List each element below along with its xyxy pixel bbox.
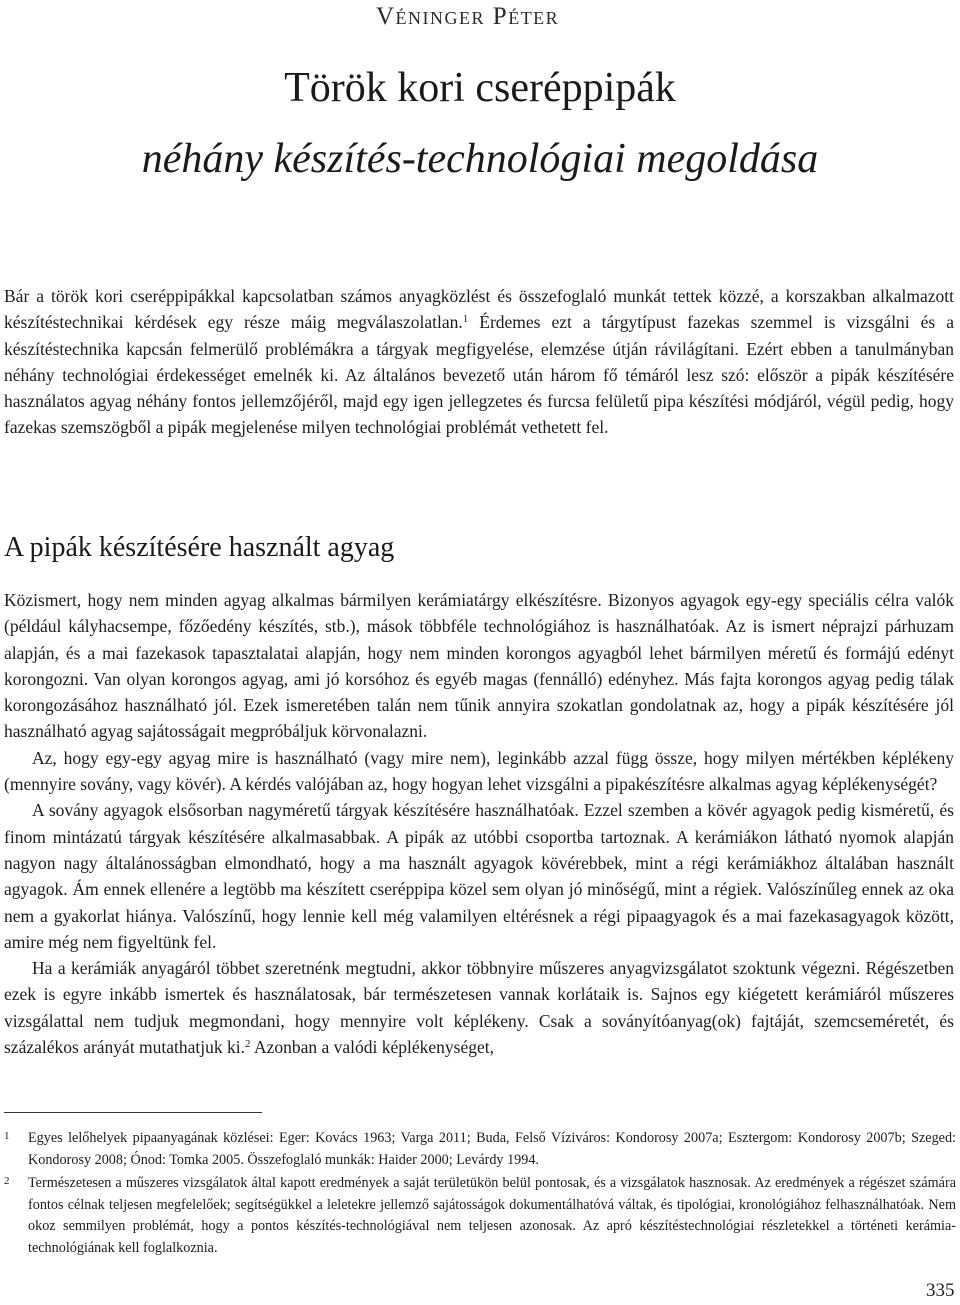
intro-paragraph: [4, 283, 954, 441]
footnote-2: [4, 1173, 956, 1259]
section-paragraph-1: Közismert, hogy nem minden agyag alkalmas bármilyen kerámiatárgy elkészítésre. Bizonyos agyagok egy-egy speciális célra valók (például kályhacsempe, főzőedény készítés, stb.), mások többféle technológiához is használhatóak. Az is ismert néprajzi párhuzam alapján, és a mai fazekasok tapasztalatai alapján, hogy nem minden korongos agyagból lehet bármilyen méretű és formájú edényt korongozni. Van olyan korongos agyag, ami jó korsóhoz és egyéb magas (fennálló) edényhez. Más fajta korongos agyag pedig tálak korongozásához használható jól. Ezek ismeretében talán nem tűnik annyira szokatlan gondolatnak az, hogy a pipák készítésére jól használható agyag sajátosságait megpróbáljuk körvonalazni.: [4, 590, 954, 742]
section-paragraph-4-part-1: Ha a kerámiák anyagáról többet szeretnénk megtudni, akkor többnyire műszeres anyagvizsgálatot szoktunk végezni. Régészetben ezek is egyre inkább ismertek és használatosak, bár természetesen vannak korlátaik is. Sajnos egy kiégetett kerámiáról műszeres vizsgálattal nem tudjuk megmondani, hogy mennyire volt képlékeny. Csak a soványítóanyag(ok) fajtáját, szemcseméretét, és százalékos arányát mutathatjuk ki.: [4, 958, 954, 1058]
footnote-divider: [4, 1112, 262, 1113]
footnote-2-number: 2: [4, 1175, 10, 1187]
footnote-ref-1[interactable]: 1: [462, 313, 469, 326]
footnote-1: [4, 1128, 956, 1171]
footnote-1-number: 1: [4, 1130, 10, 1142]
footnote-1-text: Egyes lelőhelyek pipaanyagának közlései: Eger: Kovács 1963; Varga 2011; Buda, Felső Víziváros: Kondorosy 2007a; Esztergom: Kondorosy 2007b; Szeged: Kondorosy 2008; Ónod: Tomka 2005. Összefoglaló munkák: Haider 2000; Levárdy 1994.: [28, 1130, 956, 1168]
page-number: 335: [926, 1280, 955, 1301]
section-body: [4, 587, 954, 1060]
article-title-line-1: Török kori cseréppipák: [284, 65, 676, 111]
section-paragraph-4: [4, 955, 954, 1060]
intro-text-part-1: Bár a török kori cseréppipákkal kapcsolatban számos anyagközlést és összefoglaló munkát tettek közzé, a korszakban alkalmazott készítéstechnikai kérdések egy része máig megválaszolatlan.: [4, 286, 954, 333]
section-heading: A pipák készítésére használt agyag: [4, 532, 395, 563]
section-paragraph-2: Az, hogy egy-egy agyag mire is használható (vagy mire nem), leginkább azzal függ össze, hogy milyen mértékben képlékeny (mennyire sovány, vagy kövér). A kérdés valójában az, hogy hogyan lehet vizsgálni a pipakészítésre alkalmas agyag képlékenységét?: [4, 747, 954, 795]
footnote-ref-2[interactable]: 2: [245, 1038, 251, 1051]
intro-text-part-2: Érdemes ezt a tárgytípust fazekas szemmel is vizsgálni és a készítéstechnika kapcsán felmerülő problémákra a tárgyak megfigyelése, elemzése útján rávilágítani. Ezért ebben a tanulmányban néhány technológiai érdekességet emelnék ki. Az általános bevezető után három fő témáról lesz szó: először a pipák készítésére használatos agyag néhány fontos jellemzőjéről, majd egy igen jellegzetes és furcsa felületű pipa készítési módjáról, végül pedig, hogy fazekas szemszögből a pipák megjelenése milyen technológiai problémát vethetett fel.: [4, 312, 955, 438]
section-paragraph-4-part-2: Azonban a valódi képlékenységet,: [250, 1037, 494, 1058]
section-paragraph-3: A sovány agyagok elsősorban nagyméretű tárgyak készítésére használhatóak. Ezzel szemben a kövér agyagok pedig kisméretű, és finom mintázatú tárgyak készítésére alkalmasabbak. A pipák az utóbbi csoportba tartoznak. A kerámiákon látható nyomok alapján nagyon nagy általánosságban elmondható, hogy a ma használt agyagok kövérebbek, mint a régi kerámiákhoz általában használt agyagok. Ám ennek ellenére a legtöbb ma készített cseréppipa közel sem olyan jó minőségű, mint a régiek. Valószínűleg ennek az oka nem a gyakorlat hiánya. Valószínű, hogy lennie kell még valamilyen eltérésnek a régi pipaagyagok és a mai fazekasagyagok között, amire még nem figyeltünk fel.: [4, 800, 954, 952]
footnote-2-text: Természetesen a műszeres vizsgálatok által kapott eredmények a saját területükön belül pontosak, és a vizsgálatok hasznosak. Az eredmények a régészet számára fontos célnak teljesen megfelelőek; segítségükkel a leletekre jellemző sajátosságok dokumentálhatóvá váltak, és tipológiai, kronológiához felhasználhatóak. Nem okoz semmilyen problémát, hogy a pontos készítés-technológiával nem teljesen azonosak. Az apró készítéstechnológiai részletekkel a történeti kerámia-technológiának kell foglalkoznia.: [28, 1175, 956, 1256]
article-title-line-2: néhány készítés-technológiai megoldása: [141, 136, 819, 182]
footnotes: [4, 1128, 956, 1261]
running-head-author: Véninger Péter: [376, 3, 560, 30]
